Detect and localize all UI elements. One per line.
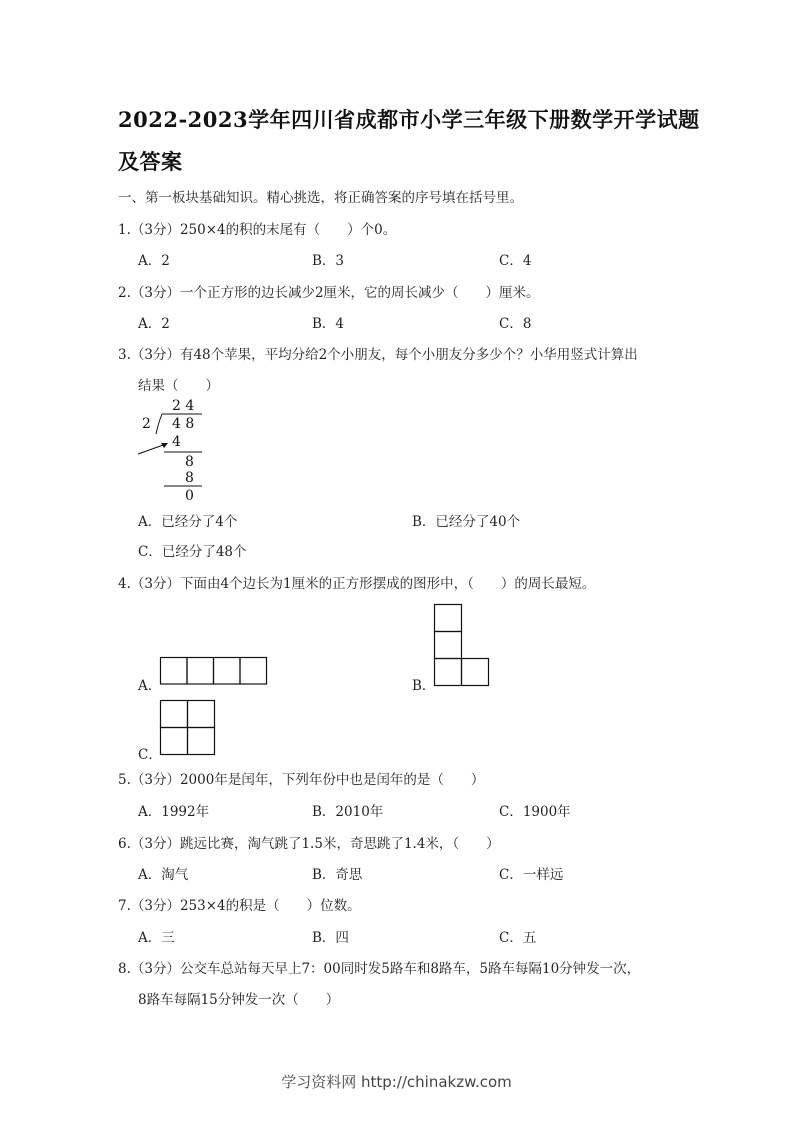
q4-option-c: C． bbox=[138, 747, 162, 763]
division-dividend: 4 8 bbox=[172, 416, 195, 432]
division-divisor: 2 bbox=[142, 416, 151, 432]
division-step-1: 4 bbox=[172, 434, 181, 450]
q1-option-a: A．2 bbox=[138, 253, 170, 269]
footer-link[interactable]: 学习资料网 http://chinakzw.com bbox=[281, 1073, 512, 1091]
q3-option-b: B．已经分了40个 bbox=[412, 514, 521, 530]
q6-option-c: C．一样远 bbox=[499, 867, 564, 883]
question-7: 7.（3分）253×4的积是（ ）位数。 bbox=[118, 898, 361, 914]
q3-option-c: C．已经分了48个 bbox=[138, 544, 247, 560]
question-5: 5.（3分）2000年是闰年，下列年份中也是闰年的是（ ） bbox=[118, 772, 485, 788]
q5-option-a: A．1992年 bbox=[138, 804, 210, 820]
division-step-2: 8 bbox=[185, 454, 194, 470]
q2-option-a: A．2 bbox=[138, 316, 170, 332]
division-step-3: 8 bbox=[185, 470, 194, 486]
page-title: 2022-2023学年四川省成都市小学三年级下册数学开学试题 bbox=[118, 107, 700, 132]
question-2: 2.（3分）一个正方形的边长减少2厘米，它的周长减少（ ）厘米。 bbox=[118, 285, 540, 301]
long-division-diagram bbox=[130, 396, 210, 504]
q4-shape-c-square bbox=[160, 700, 216, 756]
division-quotient: 2 4 bbox=[172, 398, 195, 414]
question-6: 6.（3分）跳远比赛，淘气跳了1.5米，奇思跳了1.4米，（ ） bbox=[118, 836, 500, 852]
q7-option-b: B．四 bbox=[312, 930, 349, 946]
q4-shape-b-l bbox=[434, 604, 490, 686]
q7-option-c: C．五 bbox=[499, 930, 537, 946]
question-8-continued: 8路车每隔15分钟发一次（ ） bbox=[138, 992, 340, 1008]
question-3-continued: 结果（ ） bbox=[138, 378, 219, 394]
division-remainder: 0 bbox=[185, 488, 194, 504]
question-8: 8.（3分）公交车总站每天早上7：00同时发5路车和8路车，5路车每隔10分钟发一次， bbox=[118, 961, 641, 977]
q4-option-b: B． bbox=[412, 678, 436, 694]
q2-option-c: C．8 bbox=[499, 316, 532, 332]
q6-option-b: B．奇思 bbox=[312, 867, 363, 883]
q3-option-a: A．已经分了4个 bbox=[138, 514, 238, 530]
question-1: 1.（3分）250×4的积的末尾有（ ）个0。 bbox=[118, 222, 397, 238]
section-heading: 一、第一板块基础知识。精心挑选，将正确答案的序号填在括号里。 bbox=[118, 190, 523, 206]
q7-option-a: A．三 bbox=[138, 930, 175, 946]
question-4: 4.（3分）下面由4个边长为1厘米的正方形摆成的图形中，（ ）的周长最短。 bbox=[118, 576, 596, 592]
question-3: 3.（3分）有48个苹果，平均分给2个小朋友，每个小朋友分多少个？小华用竖式计算出 bbox=[118, 347, 638, 363]
page-title-continued: 及答案 bbox=[118, 149, 183, 174]
q4-shape-a-row bbox=[160, 657, 268, 685]
q4-option-a: A． bbox=[138, 678, 162, 694]
q1-option-c: C．4 bbox=[499, 253, 532, 269]
q2-option-b: B．4 bbox=[312, 316, 345, 332]
arrow-line bbox=[138, 444, 166, 454]
q6-option-a: A．淘气 bbox=[138, 867, 189, 883]
q5-option-c: C．1900年 bbox=[499, 804, 571, 820]
q5-option-b: B．2010年 bbox=[312, 804, 384, 820]
q1-option-b: B．3 bbox=[312, 253, 345, 269]
